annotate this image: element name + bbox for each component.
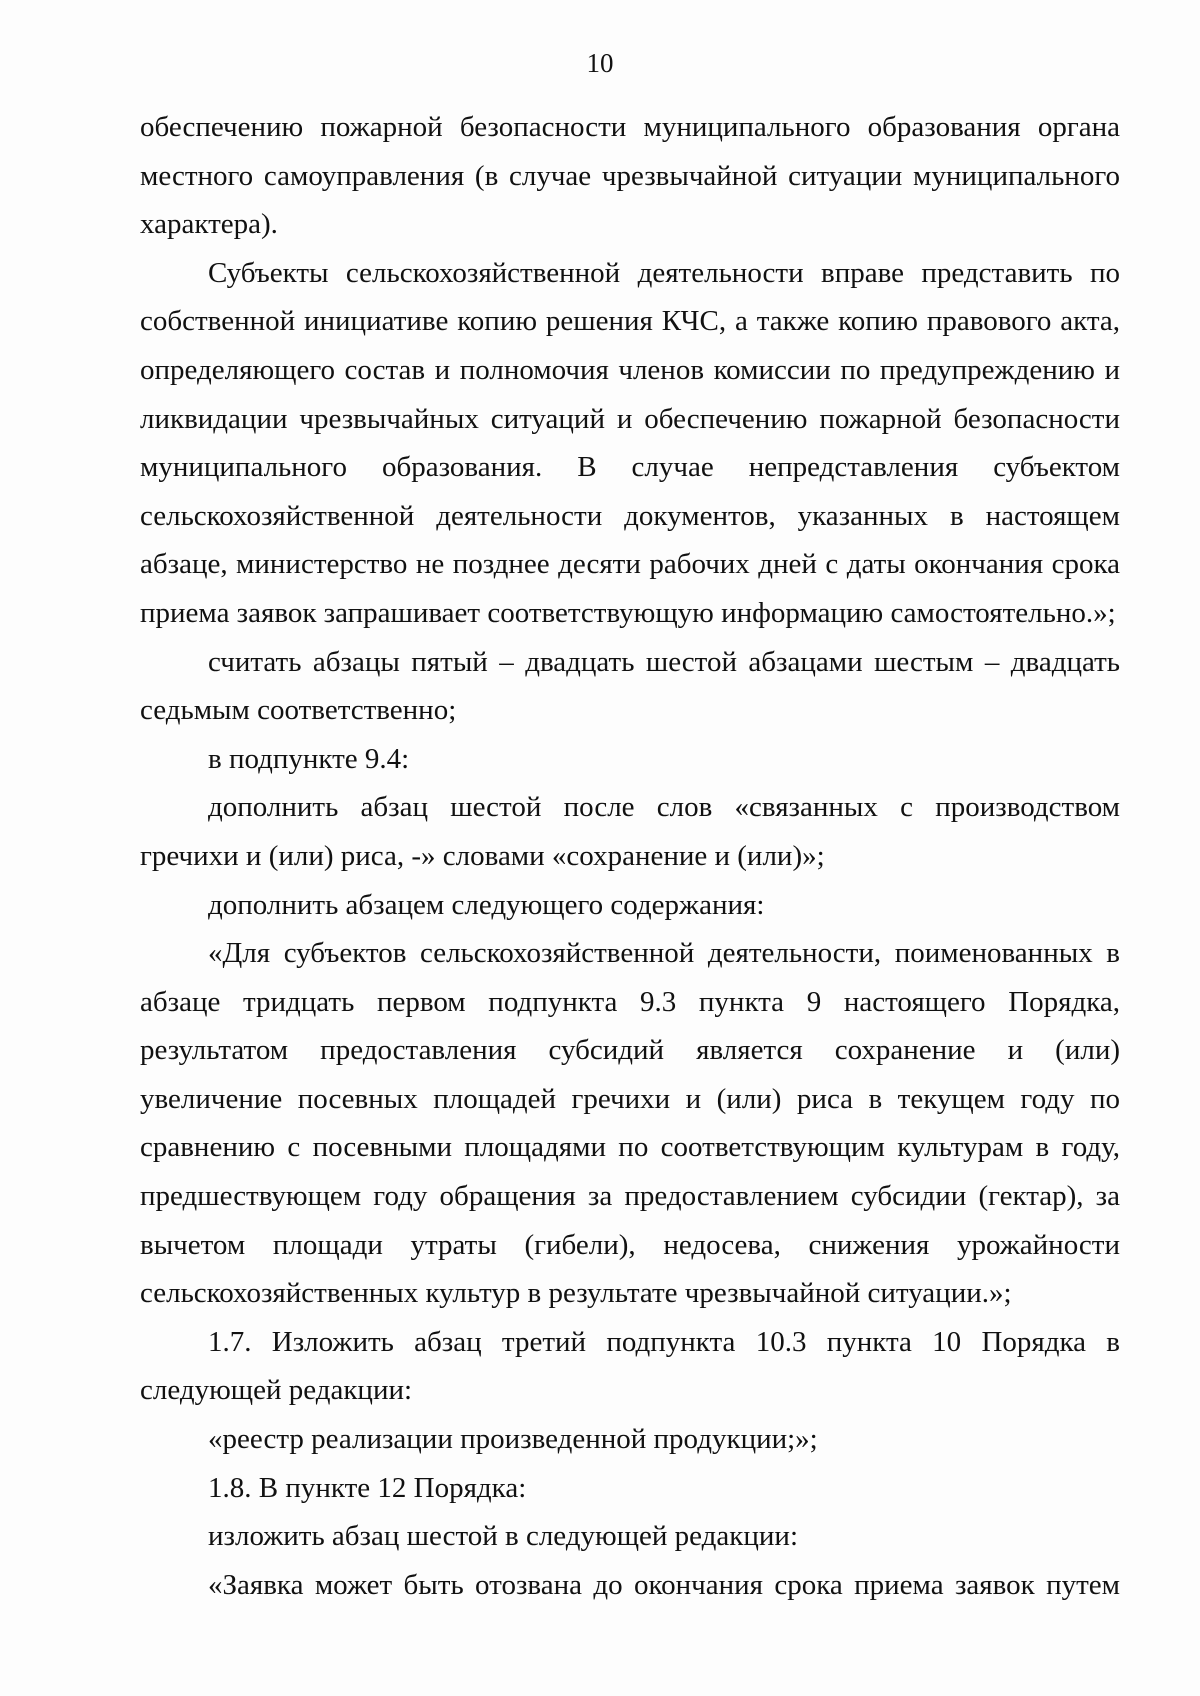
paragraph-11: изложить абзац шестой в следующей редакции:: [208, 1520, 798, 1553]
paragraph-5: дополнить абзац шестой после слов «связанных с производством гречихи и (или) риса, -» словами «сохранение и (или)»;: [140, 791, 1120, 872]
paragraph-7: «Для субъектов сельскохозяйственной деятельности, поименованных в абзаце тридцать первом подпункта 9.3 пункта 9 настоящего Порядка, результатом предоставления субсидий является сохранение и (или) увеличение посевных площадей гречихи и (или) риса в текущем году по сравнению с посевными площадями по соответствующим культурам в году, предшествующем году обращения за предоставлением субсидии (гектар), за вычетом площади утраты (гибели), недосева, снижения урожайности сельскохозяйственных культур в результате чрезвычайной ситуации.»;: [140, 937, 1120, 1310]
paragraph-3: считать абзацы пятый – двадцать шестой абзацами шестым – двадцать седьмым соответственно;: [140, 645, 1120, 727]
document-body: [140, 103, 1120, 1609]
page-number: 10: [586, 48, 614, 78]
paragraph-9: «реестр реализации произведенной продукции;»;: [208, 1423, 818, 1456]
paragraph-4: в подпункте 9.4:: [208, 742, 410, 775]
paragraph-6: дополнить абзацем следующего содержания:: [208, 888, 765, 921]
paragraph-10: 1.8. В пункте 12 Порядка:: [208, 1471, 527, 1504]
paragraph-1: обеспечению пожарной безопасности муниципального образования органа местного самоуправления (в случае чрезвычайной ситуации муниципального характера).: [140, 111, 1120, 241]
paragraph-8: 1.7. Изложить абзац третий подпункта 10.3 пункта 10 Порядка в следующей редакции:: [140, 1325, 1120, 1407]
paragraph-2: Субъекты сельскохозяйственной деятельности вправе представить по собственной инициативе копию решения КЧС, а также копию правового акта, определяющего состав и полномочия членов комиссии по предупреждению и ликвидации чрезвычайных ситуаций и обеспечению пожарной безопасности муниципального образования. В случае непредставления субъектом сельскохозяйственной деятельности документов, указанных в настоящем абзаце, министерство не позднее десяти рабочих дней с даты окончания срока приема заявок запрашивает соответствующую информацию самостоятельно.»;: [140, 256, 1120, 629]
paragraph-12: «Заявка может быть отозвана до окончания срока приема заявок путем: [208, 1568, 1120, 1601]
